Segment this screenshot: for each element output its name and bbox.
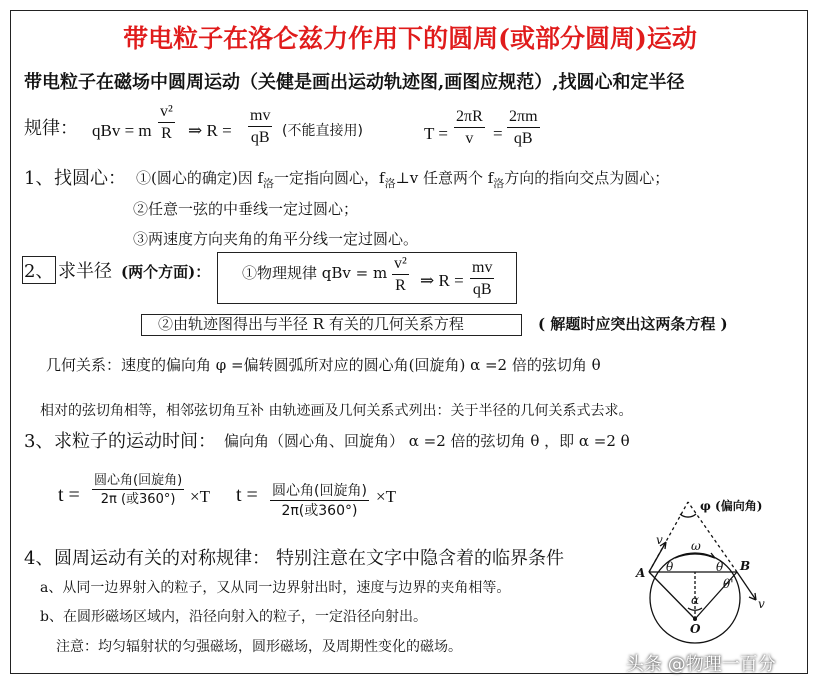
numerator: v²	[160, 103, 173, 120]
velocity-label-A: v	[656, 533, 663, 547]
watermark: 头条 @物理一百分	[626, 654, 776, 675]
sec1-line3: ③两速度方向夹角的角平分线一定过圆心。	[133, 230, 419, 248]
sec3-text: 偏向角（圆心角、回旋角） α =2 倍的弦切角 θ ，即 α =2 θ	[224, 432, 630, 450]
sec1-line1-b: 一定指向圆心，f	[274, 169, 385, 187]
sec1-line2: ②任意一弦的中垂线一定过圆心；	[133, 200, 359, 218]
rule-note: (不能直接用)	[282, 123, 363, 139]
theta-label-B: θ	[716, 560, 724, 574]
numerator: 圆心角(回旋角)	[94, 473, 183, 488]
fraction-v2-over-R	[392, 256, 409, 294]
denominator: 2π(或360°)	[281, 503, 358, 519]
times-T-2: ×T	[376, 487, 396, 506]
sec1-number: 1、	[24, 168, 54, 189]
rule-eq1-left: qBv = m	[92, 121, 152, 140]
denominator: qB	[513, 130, 533, 147]
sec2-heading-b: (两个方面)：	[121, 263, 211, 281]
fraction-mv-over-qB	[248, 108, 272, 146]
sec4-heading: 圆周运动有关的对称规律：	[54, 548, 270, 569]
sec1-line1-c: ⊥v 任意两个 f	[395, 169, 494, 187]
denominator: R	[395, 277, 406, 294]
denominator: 2π (或360°)	[100, 492, 176, 507]
theta-label-A: θ	[666, 560, 674, 574]
sec4-note: 注意：均匀辐射状的匀强磁场，圆形磁场，及周期性变化的磁场。	[56, 639, 462, 655]
denominator: R	[161, 125, 172, 142]
numerator: 2πm	[509, 108, 538, 125]
time-fraction-1	[92, 474, 184, 506]
chord-tangent-relation: 相对的弦切角相等，相邻弦切角互补 由轨迹画及几何关系式列出：关于半径的几何关系式去求。	[40, 403, 633, 419]
box1-arrow: ⇒ R =	[420, 271, 464, 290]
sec1-line1-d: 方向的指向交点为圆心；	[504, 169, 670, 187]
center-O	[693, 617, 697, 621]
time-fraction-2	[270, 484, 369, 518]
rule-eq1-arrow: ⇒ R =	[188, 121, 232, 140]
geometry-relation: 几何关系：速度的偏向角 φ =偏转圆弧所对应的圆心角(回旋角) α =2 倍的弦切角 θ	[46, 356, 601, 374]
sec4-number: 4、	[24, 548, 54, 569]
sub-luo: 洛	[384, 177, 396, 190]
sec2-number: 2、	[24, 261, 54, 282]
denominator: qB	[472, 281, 492, 298]
point-B-label: B	[740, 559, 751, 573]
sec4-item-a: a、从同一边界射入的粒子，又从同一边界射出时，速度与边界的夹角相等。	[40, 580, 511, 596]
period-T-left: T =	[424, 124, 448, 143]
sec2-heading: 求半径	[58, 261, 112, 282]
sec4-tip: 特别注意在文字中隐含着的临界条件	[276, 548, 564, 569]
fraction-v2-over-R	[158, 104, 175, 142]
time-t2: t =	[236, 484, 258, 506]
fraction-2piR-over-v	[454, 109, 485, 147]
fraction-mv-over-qB	[470, 260, 494, 298]
phi-label: φ (偏向角)	[700, 499, 763, 513]
box1-left: ①物理规律 qBv = m	[242, 264, 388, 282]
numerator: v²	[394, 255, 407, 272]
rule-label: 规律：	[24, 118, 78, 139]
sec1-heading: 找圆心：	[54, 168, 126, 189]
sec3-number: 3、	[24, 431, 54, 452]
numerator: mv	[472, 259, 493, 276]
sec3-heading: 求粒子的运动时间：	[54, 431, 216, 452]
velocity-label-B: v	[758, 597, 765, 611]
box2-text: ②由轨迹图得出与半径 R 有关的几何关系方程	[158, 315, 464, 333]
alpha-label: α	[691, 593, 700, 607]
period-eq-sign: =	[493, 124, 503, 143]
radius-OA	[649, 572, 695, 619]
sec2-tip: ( 解题时应突出这两条方程 )	[538, 315, 728, 333]
circular-motion-diagram	[620, 480, 790, 670]
sec1-line1	[136, 171, 669, 189]
sub-luo: 洛	[263, 177, 275, 190]
theta-prime-label: θ'	[723, 577, 734, 591]
numerator: mv	[250, 107, 271, 124]
denominator: v	[465, 130, 474, 147]
page-title: 带电粒子在洛仑兹力作用下的圆周(或部分圆周)运动	[123, 24, 697, 53]
fraction-2pim-over-qB	[507, 109, 540, 147]
numerator: 2πR	[456, 108, 483, 125]
time-t1: t =	[58, 484, 80, 506]
deflection-angle-arc	[680, 514, 696, 517]
denominator: qB	[250, 129, 270, 146]
numerator: 圆心角(回旋角)	[272, 483, 367, 499]
sec4-item-b: b、在圆形磁场区域内，沿径向射入的粒子，一定沿径向射出。	[40, 609, 427, 625]
sub-luo: 洛	[493, 177, 505, 190]
point-O-label: O	[690, 622, 701, 636]
times-T-1: ×T	[190, 487, 210, 506]
point-A-label: A	[636, 566, 646, 580]
subtitle: 带电粒子在磁场中圆周运动（关健是画出运动轨迹图,画图应规范）,找圆心和定半径	[24, 72, 685, 93]
omega-label: ω	[691, 539, 701, 553]
sec1-line1-a: ①(圆心的确定)因 f	[136, 169, 264, 187]
